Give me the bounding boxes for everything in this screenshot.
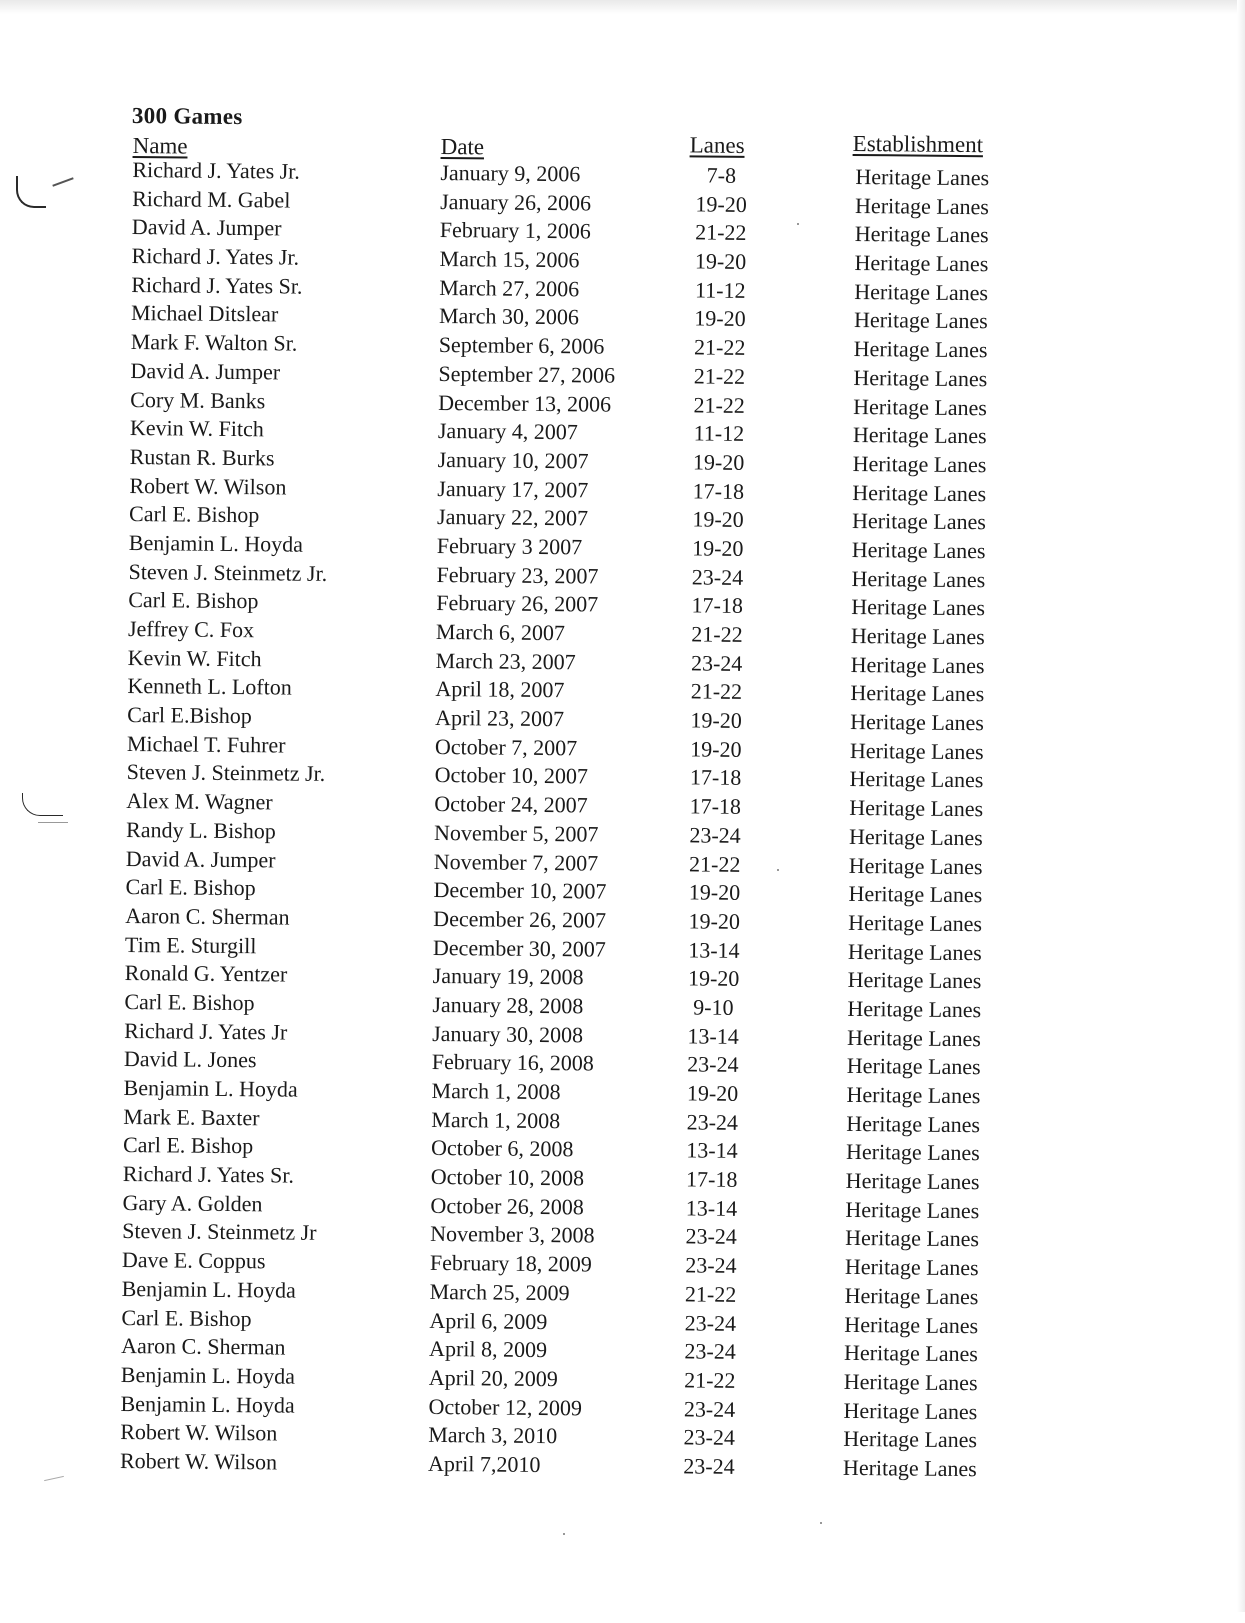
cell-lanes: 17-18 [692, 477, 745, 504]
cell-lanes: 13-14 [685, 1195, 738, 1221]
cell-establishment: Heritage Lanes [850, 622, 985, 650]
cell-establishment: Heritage Lanes [853, 307, 988, 334]
cell-lanes: 17-18 [685, 1166, 738, 1192]
cell-lanes: 19-20 [692, 506, 744, 533]
cell-establishment: Heritage Lanes [843, 1397, 978, 1424]
cell-date: January 10, 2007 [437, 446, 589, 474]
cell-lanes: 19-20 [694, 305, 746, 332]
cell-date: February 23, 2007 [436, 561, 599, 589]
cell-lanes: 19-20 [692, 449, 745, 475]
cell-establishment: Heritage Lanes [849, 766, 984, 793]
cell-lanes: 19-20 [688, 908, 741, 934]
cell-lanes: 11-12 [694, 277, 746, 303]
cell-name: Mark F. Walton Sr. [130, 329, 298, 356]
cell-establishment: Heritage Lanes [847, 995, 982, 1023]
cell-name: Richard M. Gabel [132, 185, 291, 213]
cell-name: Robert W. Wilson [120, 1419, 278, 1446]
cell-name: Richard J. Yates Jr. [131, 243, 300, 270]
cell-establishment: Heritage Lanes [850, 709, 985, 736]
cell-name: Robert W. Wilson [119, 1447, 278, 1475]
cell-lanes: 17-18 [691, 592, 744, 619]
cell-lanes: 23-24 [686, 1109, 739, 1135]
cell-establishment: Heritage Lanes [849, 737, 984, 764]
cell-date: December 13, 2006 [438, 389, 612, 417]
page-title: 300 Games [131, 103, 243, 130]
cell-lanes: 23-24 [684, 1338, 736, 1365]
cell-establishment: Heritage Lanes [847, 1024, 982, 1051]
cell-lanes: 21-22 [691, 621, 743, 647]
cell-name: Richard J. Yates Jr [124, 1017, 288, 1045]
cell-name: Alex M. Wagner [126, 788, 273, 815]
cell-establishment: Heritage Lanes [851, 508, 986, 535]
cell-establishment: Heritage Lanes [850, 680, 985, 707]
cell-date: February 16, 2008 [431, 1049, 594, 1076]
cell-date: January 17, 2007 [437, 475, 589, 502]
cell-lanes: 23-24 [685, 1223, 737, 1250]
cell-establishment: Heritage Lanes [847, 967, 982, 994]
cell-lanes: 23-24 [691, 564, 744, 590]
cell-establishment: Heritage Lanes [848, 881, 983, 908]
cell-date: October 26, 2008 [430, 1192, 584, 1220]
cell-date: January 28, 2008 [432, 991, 584, 1019]
cell-name: Kevin W. Fitch [129, 415, 264, 442]
cell-lanes: 23-24 [684, 1309, 737, 1336]
cell-date: April 7,2010 [427, 1450, 541, 1477]
cell-lanes: 17-18 [689, 764, 742, 791]
column-header-establishment: Establishment [852, 130, 984, 158]
cell-date: October 7, 2007 [434, 733, 578, 761]
cell-date: December 10, 2007 [433, 877, 607, 904]
cell-lanes: 13-14 [687, 1023, 739, 1049]
cell-date: February 3 2007 [436, 532, 583, 560]
cell-name: David A. Jumper [125, 845, 276, 872]
cell-establishment: Heritage Lanes [854, 250, 989, 277]
cell-date: February 1, 2006 [439, 217, 591, 244]
cell-lanes: 19-20 [688, 879, 741, 906]
cell-establishment: Heritage Lanes [854, 278, 989, 305]
cell-date: October 10, 2008 [430, 1163, 585, 1191]
cell-name: Carl E. Bishop [125, 874, 256, 901]
cell-name: Gary A. Golden [122, 1189, 263, 1217]
cell-name: David A. Jumper [131, 214, 282, 241]
cell-lanes: 19-20 [690, 736, 742, 762]
cell-date: April 18, 2007 [435, 676, 565, 703]
cell-name: Carl E. Bishop [122, 1132, 254, 1159]
cell-name: Aaron C. Sherman [121, 1333, 286, 1360]
cell-establishment: Heritage Lanes [846, 1110, 981, 1137]
cell-lanes: 21-22 [693, 334, 746, 361]
cell-lanes: 19-20 [687, 965, 740, 992]
games-table [0, 156, 1244, 1488]
cell-date: March 1, 2008 [431, 1106, 561, 1133]
cell-date: February 26, 2007 [436, 590, 599, 617]
cell-date: October 24, 2007 [434, 791, 588, 818]
cell-name: Kevin W. Fitch [127, 644, 262, 671]
cell-date: January 26, 2006 [440, 188, 592, 216]
cell-name: Benjamin L. Hoyda [120, 1361, 296, 1389]
cell-date: March 6, 2007 [435, 618, 566, 646]
cell-date: April 8, 2009 [429, 1336, 548, 1363]
cell-date: April 20, 2009 [428, 1364, 558, 1392]
cell-name: Cory M. Banks [130, 386, 266, 413]
cell-establishment: Heritage Lanes [853, 336, 988, 363]
cell-date: March 27, 2006 [439, 274, 580, 302]
cell-date: November 7, 2007 [433, 848, 599, 876]
cell-establishment: Heritage Lanes [852, 450, 987, 478]
cell-establishment: Heritage Lanes [842, 1454, 977, 1482]
cell-lanes: 19-20 [690, 707, 742, 733]
cell-lanes: 23-24 [687, 1051, 739, 1078]
cell-name: Michael T. Fuhrer [126, 730, 286, 758]
cell-lanes: 19-20 [686, 1080, 739, 1106]
cell-establishment: Heritage Lanes [852, 422, 987, 449]
cell-name: Steven J. Steinmetz Jr. [126, 759, 326, 787]
cell-name: Dave E. Coppus [121, 1247, 266, 1274]
cell-lanes: 21-22 [695, 219, 747, 246]
column-header-date: Date [440, 133, 485, 160]
cell-name: Carl E. Bishop [128, 587, 259, 614]
cell-establishment: Heritage Lanes [849, 795, 984, 822]
cell-date: October 12, 2009 [428, 1393, 583, 1420]
cell-establishment: Heritage Lanes [844, 1282, 979, 1310]
cell-name: Carl E. Bishop [121, 1304, 252, 1331]
cell-lanes: 21-22 [684, 1281, 737, 1307]
cell-name: Jeffrey C. Fox [127, 616, 255, 643]
cell-date: March 3, 2010 [428, 1422, 558, 1449]
cell-date: April 6, 2009 [429, 1307, 548, 1334]
cell-establishment: Heritage Lanes [851, 536, 986, 564]
cell-establishment: Heritage Lanes [855, 192, 989, 219]
cell-name: Tim E. Sturgill [124, 931, 257, 958]
cell-lanes: 21-22 [693, 363, 746, 389]
cell-lanes: 21-22 [684, 1367, 736, 1393]
cell-establishment: Heritage Lanes [843, 1426, 978, 1453]
cell-establishment: Heritage Lanes [848, 823, 983, 851]
cell-date: January 4, 2007 [437, 418, 578, 445]
cell-establishment: Heritage Lanes [851, 594, 986, 621]
cell-name: Richard J. Yates Sr. [131, 271, 303, 299]
cell-lanes: 23-24 [689, 822, 741, 848]
cell-date: January 9, 2006 [440, 159, 581, 187]
cell-name: Richard J. Yates Jr. [132, 157, 300, 184]
cell-establishment: Heritage Lanes [848, 909, 983, 937]
cell-date: September 6, 2006 [438, 332, 605, 359]
cell-name: Steven J. Steinmetz Jr [122, 1218, 317, 1246]
cell-date: March 1, 2008 [431, 1077, 561, 1105]
cell-establishment: Heritage Lanes [845, 1196, 980, 1223]
cell-name: David L. Jones [123, 1046, 257, 1073]
cell-name: Aaron C. Sherman [125, 902, 290, 930]
cell-lanes: 11-12 [693, 420, 745, 447]
cell-establishment: Heritage Lanes [844, 1254, 979, 1281]
cell-date: September 27, 2006 [438, 360, 616, 388]
cell-date: March 15, 2006 [439, 246, 580, 273]
cell-date: January 22, 2007 [436, 504, 589, 531]
cell-lanes: 19-20 [694, 248, 747, 274]
cell-lanes: 19-20 [692, 535, 744, 561]
cell-establishment: Heritage Lanes [851, 565, 986, 592]
cell-lanes: 23-24 [683, 1424, 736, 1451]
cell-name: Randy L. Bishop [125, 816, 276, 844]
cell-name: Carl E.Bishop [127, 702, 252, 729]
cell-date: January 30, 2008 [432, 1020, 584, 1048]
cell-name: Carl E. Bishop [124, 988, 255, 1016]
cell-date: October 6, 2008 [430, 1135, 574, 1162]
cell-lanes: 21-22 [689, 850, 741, 877]
cell-date: January 19, 2008 [432, 963, 584, 990]
cell-lanes: 21-22 [690, 678, 743, 705]
cell-lanes: 19-20 [695, 191, 747, 217]
cell-lanes: 21-22 [693, 391, 745, 418]
cell-date: March 25, 2009 [429, 1278, 570, 1306]
cell-name: Kenneth L. Lofton [127, 673, 292, 700]
cell-date: November 3, 2008 [430, 1221, 595, 1248]
cell-name: Rustan R. Burks [129, 443, 275, 471]
cell-name: Benjamin L. Hoyda [120, 1390, 295, 1418]
cell-lanes: 23-24 [690, 650, 743, 676]
cell-establishment: Heritage Lanes [847, 938, 982, 965]
cell-lanes: 13-14 [686, 1137, 738, 1164]
cell-date: March 23, 2007 [435, 647, 576, 674]
cell-establishment: Heritage Lanes [855, 163, 990, 191]
cell-name: Steven J. Steinmetz Jr. [128, 558, 328, 586]
cell-date: March 30, 2006 [438, 303, 580, 330]
cell-establishment: Heritage Lanes [854, 221, 989, 248]
cell-name: Michael Ditslear [130, 300, 279, 327]
cell-establishment: Heritage Lanes [844, 1311, 979, 1338]
cell-lanes: 7-8 [706, 162, 737, 188]
cell-establishment: Heritage Lanes [852, 479, 987, 506]
cell-name: Carl E. Bishop [129, 501, 260, 528]
cell-lanes: 23-24 [683, 1453, 735, 1479]
cell-name: David A. Jumper [130, 357, 281, 385]
column-header-name: Name [132, 133, 188, 159]
cell-name: Benjamin L. Hoyda [128, 529, 304, 557]
cell-date: November 5, 2007 [433, 819, 599, 847]
cell-name: Robert W. Wilson [129, 472, 287, 500]
cell-lanes: 23-24 [683, 1395, 736, 1422]
cell-lanes: 9-10 [693, 994, 734, 1020]
cell-establishment: Heritage Lanes [853, 393, 988, 420]
cell-establishment: Heritage Lanes [853, 364, 988, 392]
cell-date: April 23, 2007 [435, 705, 565, 732]
cell-name: Benjamin L. Hoyda [123, 1074, 298, 1102]
cell-establishment: Heritage Lanes [846, 1053, 981, 1080]
column-header-lanes: Lanes [689, 132, 745, 158]
cell-lanes: 23-24 [685, 1252, 737, 1279]
cell-name: Benjamin L. Hoyda [121, 1275, 296, 1303]
cell-establishment: Heritage Lanes [850, 651, 985, 678]
cell-date: December 30, 2007 [432, 934, 606, 962]
cell-name: Ronald G. Yentzer [124, 960, 288, 987]
cell-establishment: Heritage Lanes [843, 1340, 978, 1367]
cell-date: October 10, 2007 [434, 762, 589, 789]
cell-date: December 26, 2007 [433, 905, 607, 933]
cell-establishment: Heritage Lanes [846, 1081, 981, 1109]
cell-establishment: Heritage Lanes [845, 1167, 980, 1195]
cell-name: Richard J. Yates Sr. [122, 1161, 295, 1188]
cell-establishment: Heritage Lanes [843, 1368, 978, 1396]
cell-establishment: Heritage Lanes [848, 852, 983, 879]
cell-establishment: Heritage Lanes [845, 1225, 980, 1252]
cell-lanes: 13-14 [688, 936, 740, 963]
cell-date: February 18, 2009 [429, 1250, 592, 1277]
cell-lanes: 17-18 [689, 793, 742, 820]
cell-establishment: Heritage Lanes [845, 1139, 980, 1166]
cell-name: Mark E. Baxter [123, 1103, 260, 1130]
